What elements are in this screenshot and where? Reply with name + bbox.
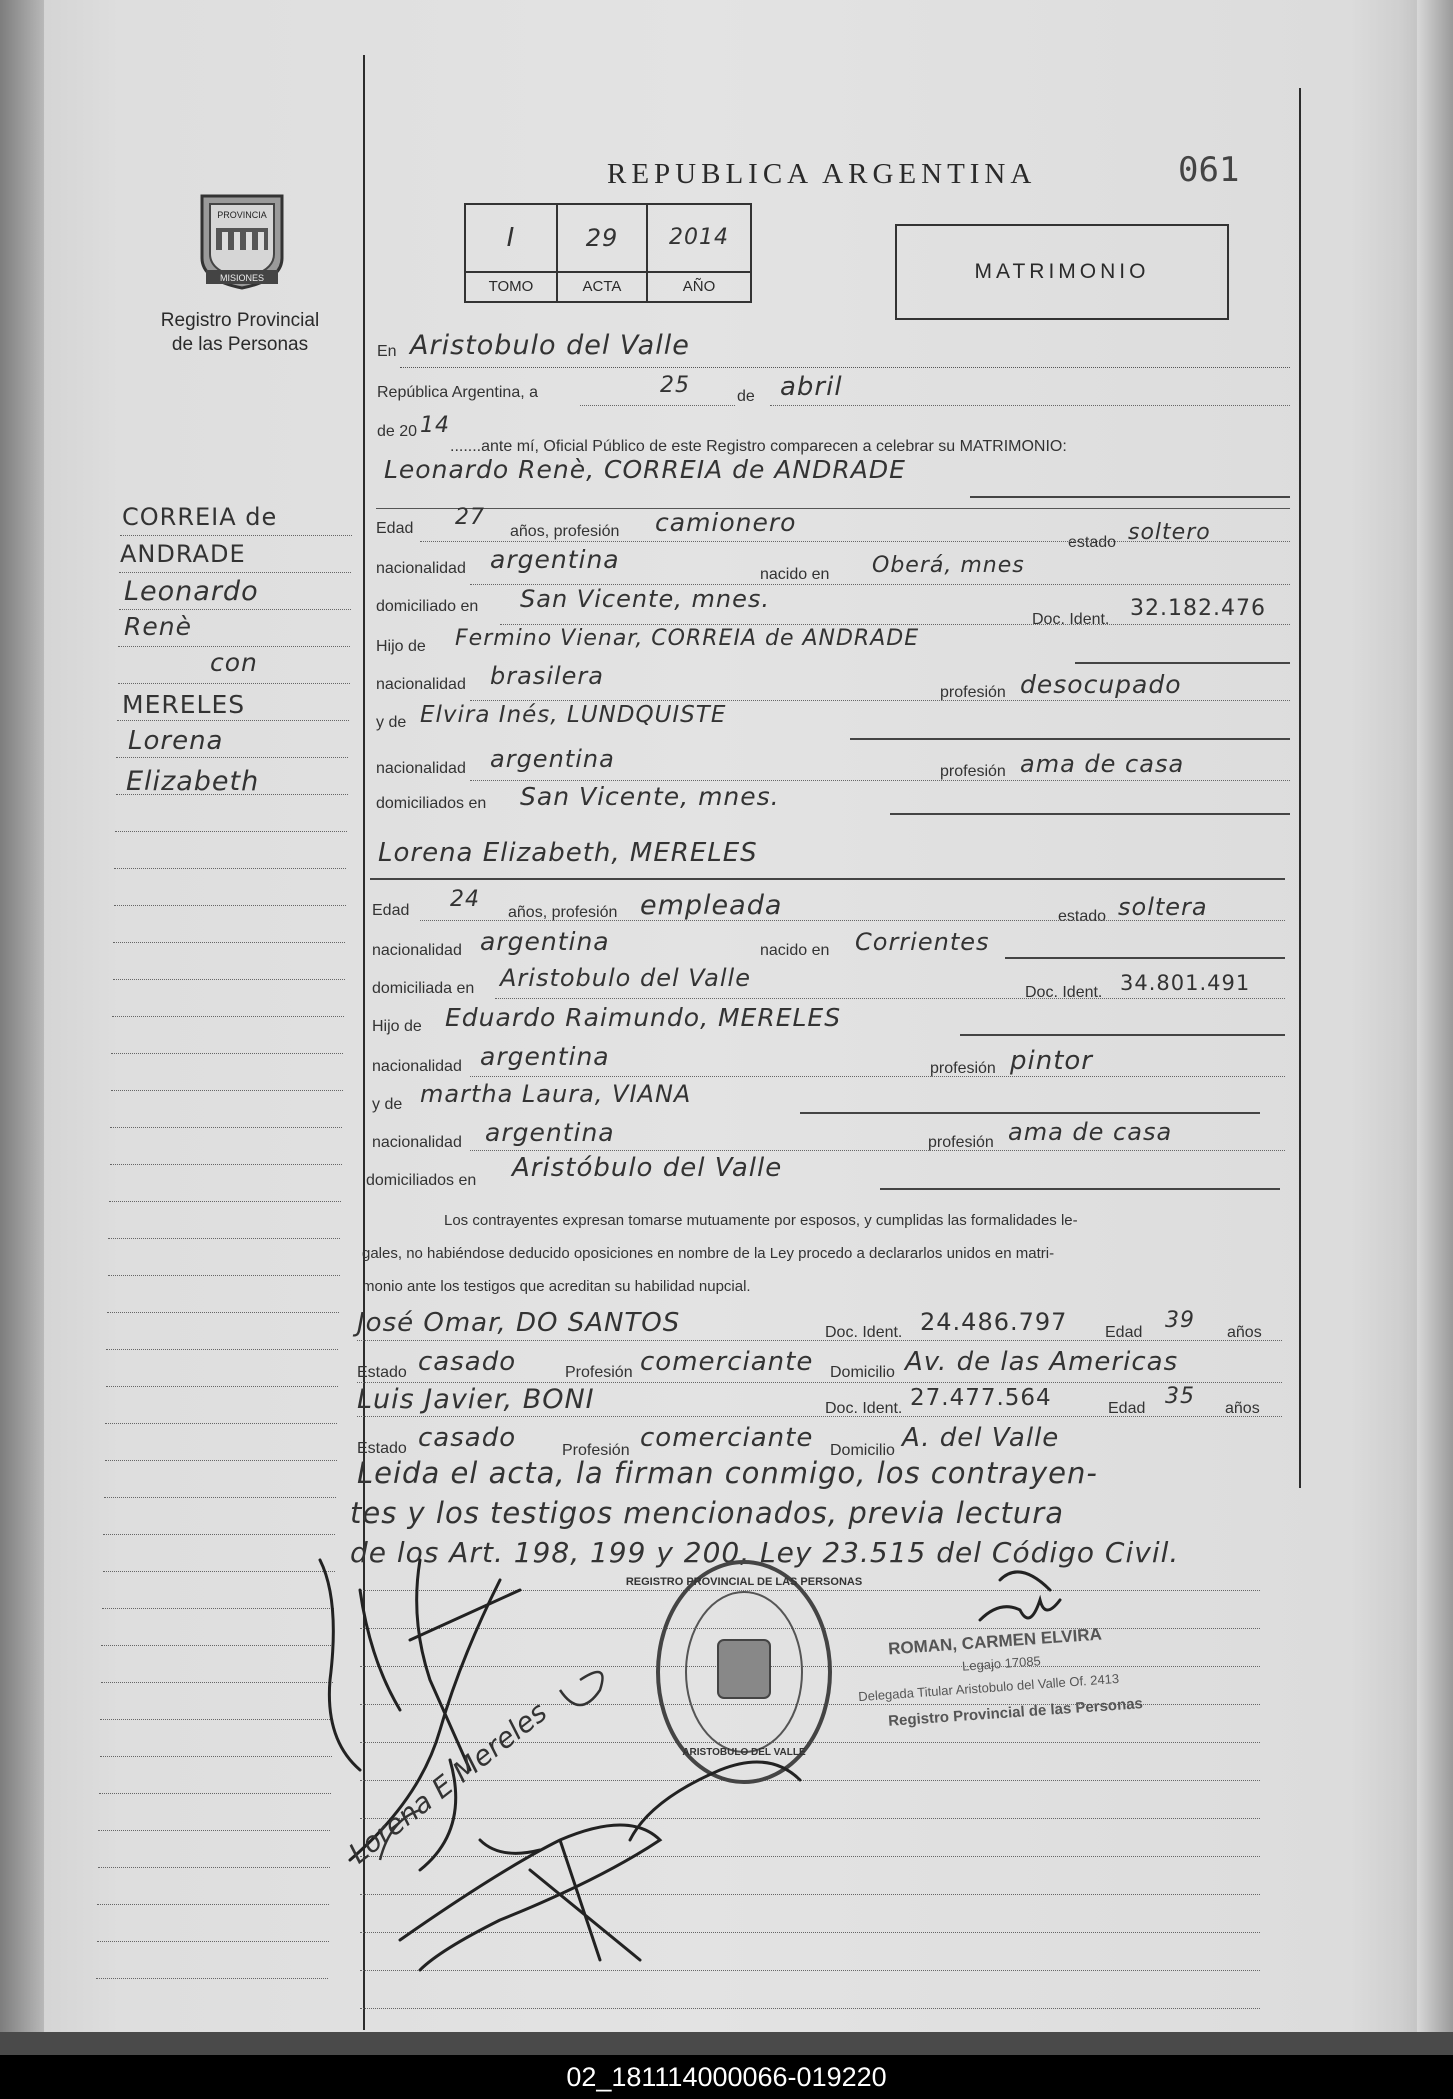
groom-estado: soltero — [1128, 520, 1211, 545]
margin-dotted-line — [117, 720, 349, 721]
bride-signature: Lorena E Mereles — [342, 1695, 554, 1871]
margin-line: Elizabeth — [126, 766, 260, 797]
bride-padre-nac: argentina — [480, 1042, 610, 1071]
witness2-estado: casado — [418, 1423, 517, 1453]
bride-estado-label: estado — [1058, 908, 1107, 925]
witness2-profesion-label: Profesión — [562, 1442, 630, 1459]
groom-edad: 27 — [455, 505, 485, 530]
bride-nacido: Corrientes — [855, 928, 990, 956]
margin-dotted-line — [103, 1534, 335, 1535]
witness1-doc: 24.486.797 — [920, 1308, 1068, 1336]
groom-madre-prof: ama de casa — [1020, 750, 1185, 778]
margin-dotted-line — [106, 1386, 338, 1387]
record-ids-box — [464, 203, 752, 303]
official-stamp-registry: Registro Provincial de las Personas — [887, 1695, 1144, 1730]
groom-padre: Fermino Vienar, CORREIA de ANDRADE — [455, 626, 920, 651]
bride-padres-dom: Aristóbulo del Valle — [512, 1153, 783, 1183]
groom-madre-nac: argentina — [490, 745, 615, 773]
margin-dotted-line — [104, 1497, 336, 1498]
margin-line: MERELES — [122, 690, 246, 719]
margin-dotted-line — [114, 868, 346, 869]
margin-dotted-line — [110, 1127, 342, 1128]
year-prefix: de 20 — [377, 423, 418, 440]
witness1-anios-label: años — [1227, 1324, 1262, 1341]
bride-nacionalidad: argentina — [480, 927, 610, 956]
right-margin-rule — [1299, 88, 1301, 1488]
acta-label: ACTA — [558, 271, 648, 301]
witness1-domicilio: Av. de las Americas — [905, 1347, 1179, 1377]
bride-nacionalidad-label: nacionalidad — [372, 942, 462, 959]
place-value: Aristobulo del Valle — [410, 330, 690, 361]
margin-dotted-line — [111, 1053, 343, 1054]
groom-padres-dom-label: domiciliados en — [376, 795, 487, 812]
groom-padre-prof-label: profesión — [940, 684, 1006, 701]
page-bottom-edge — [0, 2032, 1453, 2055]
margin-line: ANDRADE — [120, 540, 246, 568]
bride-edad-label: Edad — [372, 902, 410, 919]
margin-dotted-line — [105, 1423, 337, 1424]
bride-madre-prof-label: profesión — [928, 1134, 994, 1151]
en-label: En — [377, 343, 397, 360]
image-identifier: 02_181114000066-019220 — [0, 2055, 1453, 2099]
margin-dotted-line — [99, 1793, 331, 1794]
margin-dotted-line — [108, 1275, 340, 1276]
witness2-profesion: comerciante — [640, 1423, 814, 1453]
declaration-line: monio ante los testigos que acreditan su habilidad nupcial. — [362, 1278, 751, 1295]
groom-estado-label: estado — [1068, 534, 1117, 551]
margin-dotted-line — [105, 1460, 337, 1461]
margin-dotted-line — [119, 609, 351, 610]
closing-line: de los Art. 198, 199 y 200, Ley 23.515 del Código Civil. — [350, 1536, 1180, 1569]
margin-dotted-line — [114, 905, 346, 906]
groom-edad-label: Edad — [376, 520, 414, 537]
witness2-anios-label: años — [1225, 1400, 1260, 1417]
groom-padres-dom: San Vicente, mnes. — [520, 782, 780, 811]
witness1-profesion-label: Profesión — [565, 1364, 633, 1381]
witness2-doc-label: Doc. Ident. — [825, 1400, 903, 1417]
groom-nacido-label: nacido en — [760, 566, 830, 583]
witness1-estado: casado — [418, 1347, 517, 1377]
bride-anios-label: años, profesión — [508, 904, 618, 921]
groom-padre-prof: desocupado — [1020, 670, 1182, 699]
ante-text: .......ante mí, Oficial Público de este Registro comparecen a celebrar su MATRIMONIO: — [450, 438, 1067, 455]
groom-yde-label: y de — [376, 714, 407, 731]
margin-dotted-line — [113, 979, 345, 980]
margin-dotted-line — [96, 1978, 328, 1979]
bride-domiciliada-label: domiciliada en — [372, 980, 475, 997]
emblem-bottom-text: MISIONES — [219, 273, 265, 283]
groom-nacionalidad: argentina — [490, 545, 620, 574]
emblem-top-text: PROVINCIA — [217, 210, 267, 220]
groom-domicilio: San Vicente, mnes. — [520, 585, 770, 613]
groom-madre-nac-label: nacionalidad — [376, 760, 466, 777]
bride-padre-nac-label: nacionalidad — [372, 1058, 462, 1075]
witness2-estado-label: Estado — [357, 1440, 407, 1457]
margin-line: con — [210, 648, 258, 677]
bride-madre: martha Laura, VIANA — [420, 1080, 692, 1108]
margin-dotted-line — [120, 535, 352, 536]
registry-name-line2: de las Personas — [171, 334, 309, 355]
margin-dotted-line — [108, 1238, 340, 1239]
closing-line: tes y los testigos mencionados, previa lectura — [350, 1496, 1065, 1530]
de-label: de — [737, 388, 755, 405]
witness2-domicilio-label: Domicilio — [830, 1442, 895, 1459]
groom-madre-prof-label: profesión — [940, 763, 1006, 780]
bride-padre-prof: pintor — [1010, 1046, 1093, 1076]
bride-domicilio: Aristobulo del Valle — [500, 964, 751, 992]
margin-dotted-line — [101, 1645, 333, 1646]
margin-dotted-line — [97, 1904, 329, 1905]
margin-dotted-line — [106, 1349, 338, 1350]
year-suffix: 14 — [420, 413, 450, 438]
margin-line: Renè — [124, 612, 192, 641]
margin-dotted-line — [98, 1830, 330, 1831]
witness1-edad-label: Edad — [1105, 1324, 1143, 1341]
witness2-domicilio: A. del Valle — [902, 1423, 1060, 1453]
witness1-profesion: comerciante — [640, 1347, 814, 1377]
page-edge — [1417, 0, 1453, 2055]
margin-dotted-line — [115, 831, 347, 832]
margin-dotted-line — [107, 1312, 339, 1313]
page-number: 061 — [1178, 150, 1240, 190]
groom-name: Leonardo Renè, CORREIA de ANDRADE — [384, 455, 906, 484]
book-gutter — [0, 0, 44, 2055]
bride-hijo-label: Hijo de — [372, 1018, 422, 1035]
bride-doc: 34.801.491 — [1120, 971, 1251, 995]
bride-edad: 24 — [450, 887, 480, 912]
groom-doc: 32.182.476 — [1130, 596, 1266, 621]
anio-value: 2014 — [669, 225, 729, 250]
groom-nacido: Oberá, mnes — [872, 553, 1025, 578]
declaration-line: gales, no habiéndose deducido oposiciones en nombre de la Ley procedo a declararlos unidos en matri- — [362, 1245, 1055, 1262]
signature-dotted-line — [360, 2008, 1260, 2009]
margin-dotted-line — [98, 1867, 330, 1868]
margin-dotted-line — [118, 683, 350, 684]
anio-label: AÑO — [648, 271, 750, 301]
witness2-doc: 27.477.564 — [910, 1385, 1052, 1411]
bride-madre-nac: argentina — [485, 1118, 615, 1147]
groom-padre-nac-label: nacionalidad — [376, 676, 466, 693]
groom-profesion: camionero — [655, 508, 797, 537]
registry-name-line1: Registro Provincial — [160, 310, 320, 331]
groom-hijo-label: Hijo de — [376, 638, 426, 655]
month-value: abril — [780, 372, 843, 402]
witness2-name: Luis Javier, BONI — [357, 1384, 595, 1415]
margin-line: CORREIA de — [122, 503, 278, 531]
declaration-line: Los contrayentes expresan tomarse mutuamente por esposos, y cumplidas las formalidades le- — [444, 1212, 1078, 1229]
republica-label: República Argentina, a — [377, 384, 538, 401]
margin-dotted-line — [97, 1941, 329, 1942]
seal-inner-text: ARISTOBULO DEL VALLE — [682, 1747, 806, 1758]
margin-dotted-line — [109, 1201, 341, 1202]
groom-madre: Elvira Inés, LUNDQUISTE — [420, 702, 727, 728]
groom-nacionalidad-label: nacionalidad — [376, 560, 466, 577]
margin-dotted-line — [111, 1090, 343, 1091]
signatures-graphic — [300, 1540, 1280, 1990]
witness1-edad: 39 — [1165, 1308, 1195, 1333]
official-stamp-legajo: Legajo 17085 — [961, 1653, 1042, 1674]
margin-dotted-line — [110, 1164, 342, 1165]
bride-doc-label: Doc. Ident. — [1025, 984, 1103, 1001]
tomo-label: TOMO — [466, 271, 558, 301]
bride-madre-nac-label: nacionalidad — [372, 1134, 462, 1151]
acta-value: 29 — [585, 224, 619, 252]
margin-dotted-line — [100, 1756, 332, 1757]
witness2-edad: 35 — [1165, 1384, 1195, 1409]
witness1-name: José Omar, DO SANTOS — [357, 1308, 681, 1338]
seal-ring-text: REGISTRO PROVINCIAL DE LAS PERSONAS — [625, 1576, 863, 1588]
margin-line: Lorena — [128, 726, 224, 756]
bride-padre: Eduardo Raimundo, MERELES — [445, 1003, 842, 1032]
official-stamp-role: Delegada Titular Aristobulo del Valle Of. 2413 — [857, 1670, 1120, 1705]
margin-dotted-line — [116, 794, 348, 795]
margin-dotted-line — [112, 1016, 344, 1017]
groom-padre-nac: brasilera — [490, 662, 604, 690]
bride-yde-label: y de — [372, 1096, 403, 1113]
margin-dotted-line — [116, 757, 348, 758]
margin-dotted-line — [101, 1682, 333, 1683]
groom-domiciliado-label: domiciliado en — [376, 598, 479, 615]
official-stamp-name: ROMAN, CARMEN ELVIRA — [887, 1624, 1103, 1659]
margin-dotted-line — [100, 1719, 332, 1720]
witness1-estado-label: Estado — [357, 1364, 407, 1381]
witness2-edad-label: Edad — [1108, 1400, 1146, 1417]
bride-profesion: empleada — [640, 890, 783, 921]
bride-padre-prof-label: profesión — [930, 1060, 996, 1077]
groom-anios-label: años, profesión — [510, 523, 620, 540]
day-value: 25 — [660, 373, 690, 398]
bride-name: Lorena Elizabeth, MERELES — [378, 838, 758, 868]
country-title: REPUBLICA ARGENTINA — [607, 158, 1037, 190]
bride-madre-prof: ama de casa — [1008, 1118, 1173, 1146]
witness1-domicilio-label: Domicilio — [830, 1364, 895, 1381]
margin-dotted-line — [113, 942, 345, 943]
closing-line: Leida el acta, la firman conmigo, los contrayen- — [357, 1456, 1098, 1490]
tomo-value: I — [506, 223, 516, 253]
margin-dotted-line — [119, 572, 351, 573]
bride-padres-dom-label: domiciliados en — [366, 1172, 477, 1189]
bride-nacido-label: nacido en — [760, 942, 830, 959]
margin-line: Leonardo — [124, 576, 259, 607]
document-type-box: MATRIMONIO — [895, 224, 1229, 320]
margin-dotted-line — [118, 646, 350, 647]
misiones-emblem-icon — [196, 188, 288, 292]
bride-estado: soltera — [1118, 893, 1208, 921]
groom-doc-label: Doc. Ident. — [1032, 611, 1110, 628]
witness1-doc-label: Doc. Ident. — [825, 1324, 903, 1341]
